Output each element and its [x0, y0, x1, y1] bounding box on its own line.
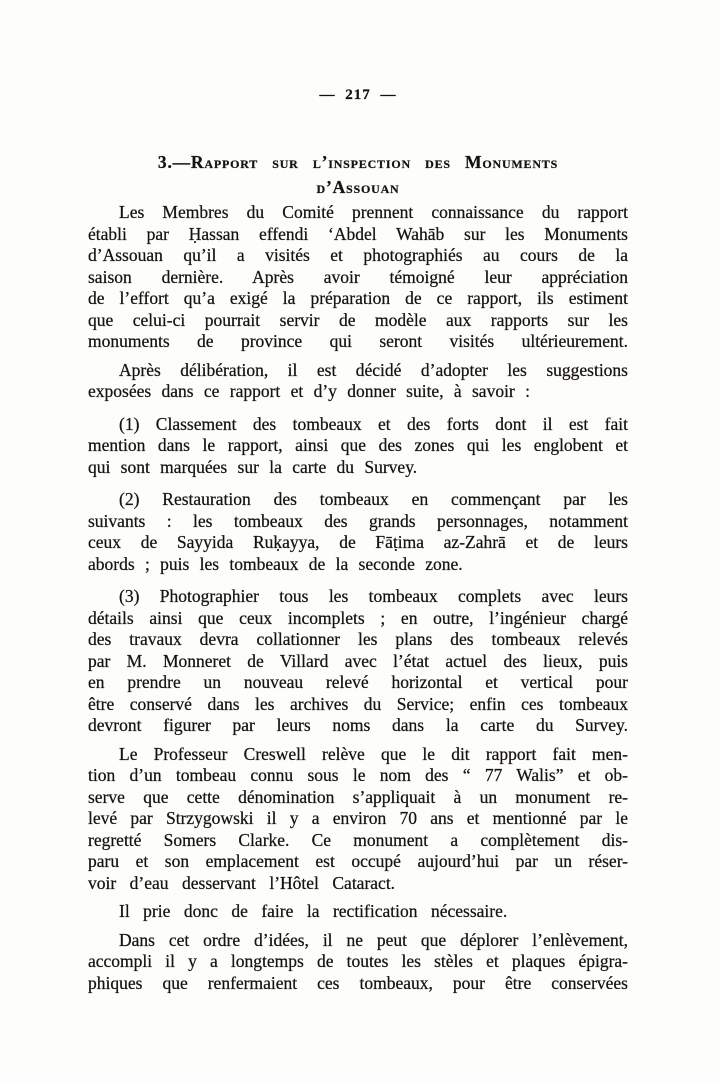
- text-line: que celui-ci pourrait servir de modèle aux rapports sur les: [88, 309, 628, 330]
- text-line: Après délibération, il est décidé d’adopter les suggestions: [119, 359, 628, 380]
- text-line: par M. Monneret de Villard avec l’état actuel des lieux, puis: [88, 650, 628, 671]
- paragraph: [88, 202, 628, 353]
- text-line: exposées dans ce rapport et d’y donner suite, à savoir :: [88, 381, 530, 401]
- text-line: suivants : les tombeaux des grands personnages, notamment: [88, 510, 628, 531]
- paragraph: [88, 901, 628, 923]
- text-line: saison dernière. Après avoir témoigné leur appréciation: [88, 266, 628, 287]
- paragraph-item-1: [88, 414, 628, 479]
- text-line: Il prie donc de faire la rectification nécessaire.: [119, 901, 508, 921]
- text-line: Le Professeur Creswell relève que le dit rapport fait men-: [119, 743, 628, 764]
- text-line: (2) Restauration des tombeaux en commençant par les: [119, 489, 628, 509]
- text-line: devront figurer par leurs noms dans la carte du Survey.: [88, 715, 628, 735]
- section-heading: [88, 150, 628, 200]
- text-line: regretté Somers Clarke. Ce monument a complètement dis-: [88, 829, 628, 850]
- text-line: qui sont marquées sur la carte du Survey.: [88, 456, 418, 477]
- text-line: des travaux devra collationner les plans des tombeaux relevés: [88, 629, 628, 649]
- page-number: — 217 —: [319, 87, 397, 103]
- paragraph-item-3: [88, 586, 628, 737]
- text-line: Les Membres du Comité prennent connaissance du rapport: [119, 202, 628, 222]
- text-line: levé par Strzygowski il y a environ 70 ans et mentionné par le: [88, 808, 628, 828]
- text-line: d’Assouan qu’il a visités et photographiés au cours de la: [88, 245, 628, 265]
- section-heading-line1: 3.—Rapport sur l’inspection des Monuments: [157, 152, 559, 172]
- text-line: de l’effort qu’a exigé la préparation de ce rapport, ils estiment: [88, 288, 628, 308]
- text-line: détails ainsi que ceux incomplets ; en outre, l’ingénieur chargé: [88, 607, 628, 628]
- text-line: voir d’eau desservant l’Hôtel Cataract.: [88, 872, 396, 893]
- text-line: mention dans le rapport, ainsi que des zones qui les englobent et: [88, 435, 628, 455]
- text-line: établi par Ḥassan effendi ʻAbdel Wahāb sur les Monuments: [88, 223, 628, 244]
- section-heading-line2: d’Assouan: [316, 177, 400, 197]
- document-body: [88, 202, 628, 994]
- text-line: Dans cet ordre d’idées, il ne peut que déplorer l’enlèvement,: [119, 929, 628, 950]
- text-line: être conservé dans les archives du Service; enfin ces tombeaux: [88, 693, 628, 714]
- text-line: tion d’un tombeau connu sous le nom des “ 77 Walis” et ob-: [88, 765, 628, 785]
- text-line: ceux de Sayyida Ruḳayya, de Fāṭima az-Zahrā et de leurs: [88, 532, 628, 552]
- text-line: en prendre un nouveau relevé horizontal et vertical pour: [88, 672, 628, 692]
- text-line: phiques que renfermaient ces tombeaux, pour être conservées: [88, 972, 628, 993]
- paragraph: [88, 930, 628, 995]
- text-line: (3) Photographier tous les tombeaux complets avec leurs: [119, 586, 628, 606]
- text-line: monuments de province qui seront visités ultérieurement.: [88, 331, 628, 351]
- paragraph-item-2: [88, 489, 628, 575]
- text-line: serve que cette dénomination s’appliquait à un monument re-: [88, 786, 628, 807]
- text-line: abords ; puis les tombeaux de la seconde zone.: [88, 553, 463, 574]
- text-line: accompli il y a longtemps de toutes les stèles et plaques épigra-: [88, 951, 628, 971]
- paragraph: [88, 360, 628, 403]
- paragraph: [88, 744, 628, 895]
- text-line: (1) Classement des tombeaux et des forts dont il est fait: [119, 413, 628, 434]
- text-line: paru et son emplacement est occupé aujourd’hui par un réser-: [88, 851, 628, 871]
